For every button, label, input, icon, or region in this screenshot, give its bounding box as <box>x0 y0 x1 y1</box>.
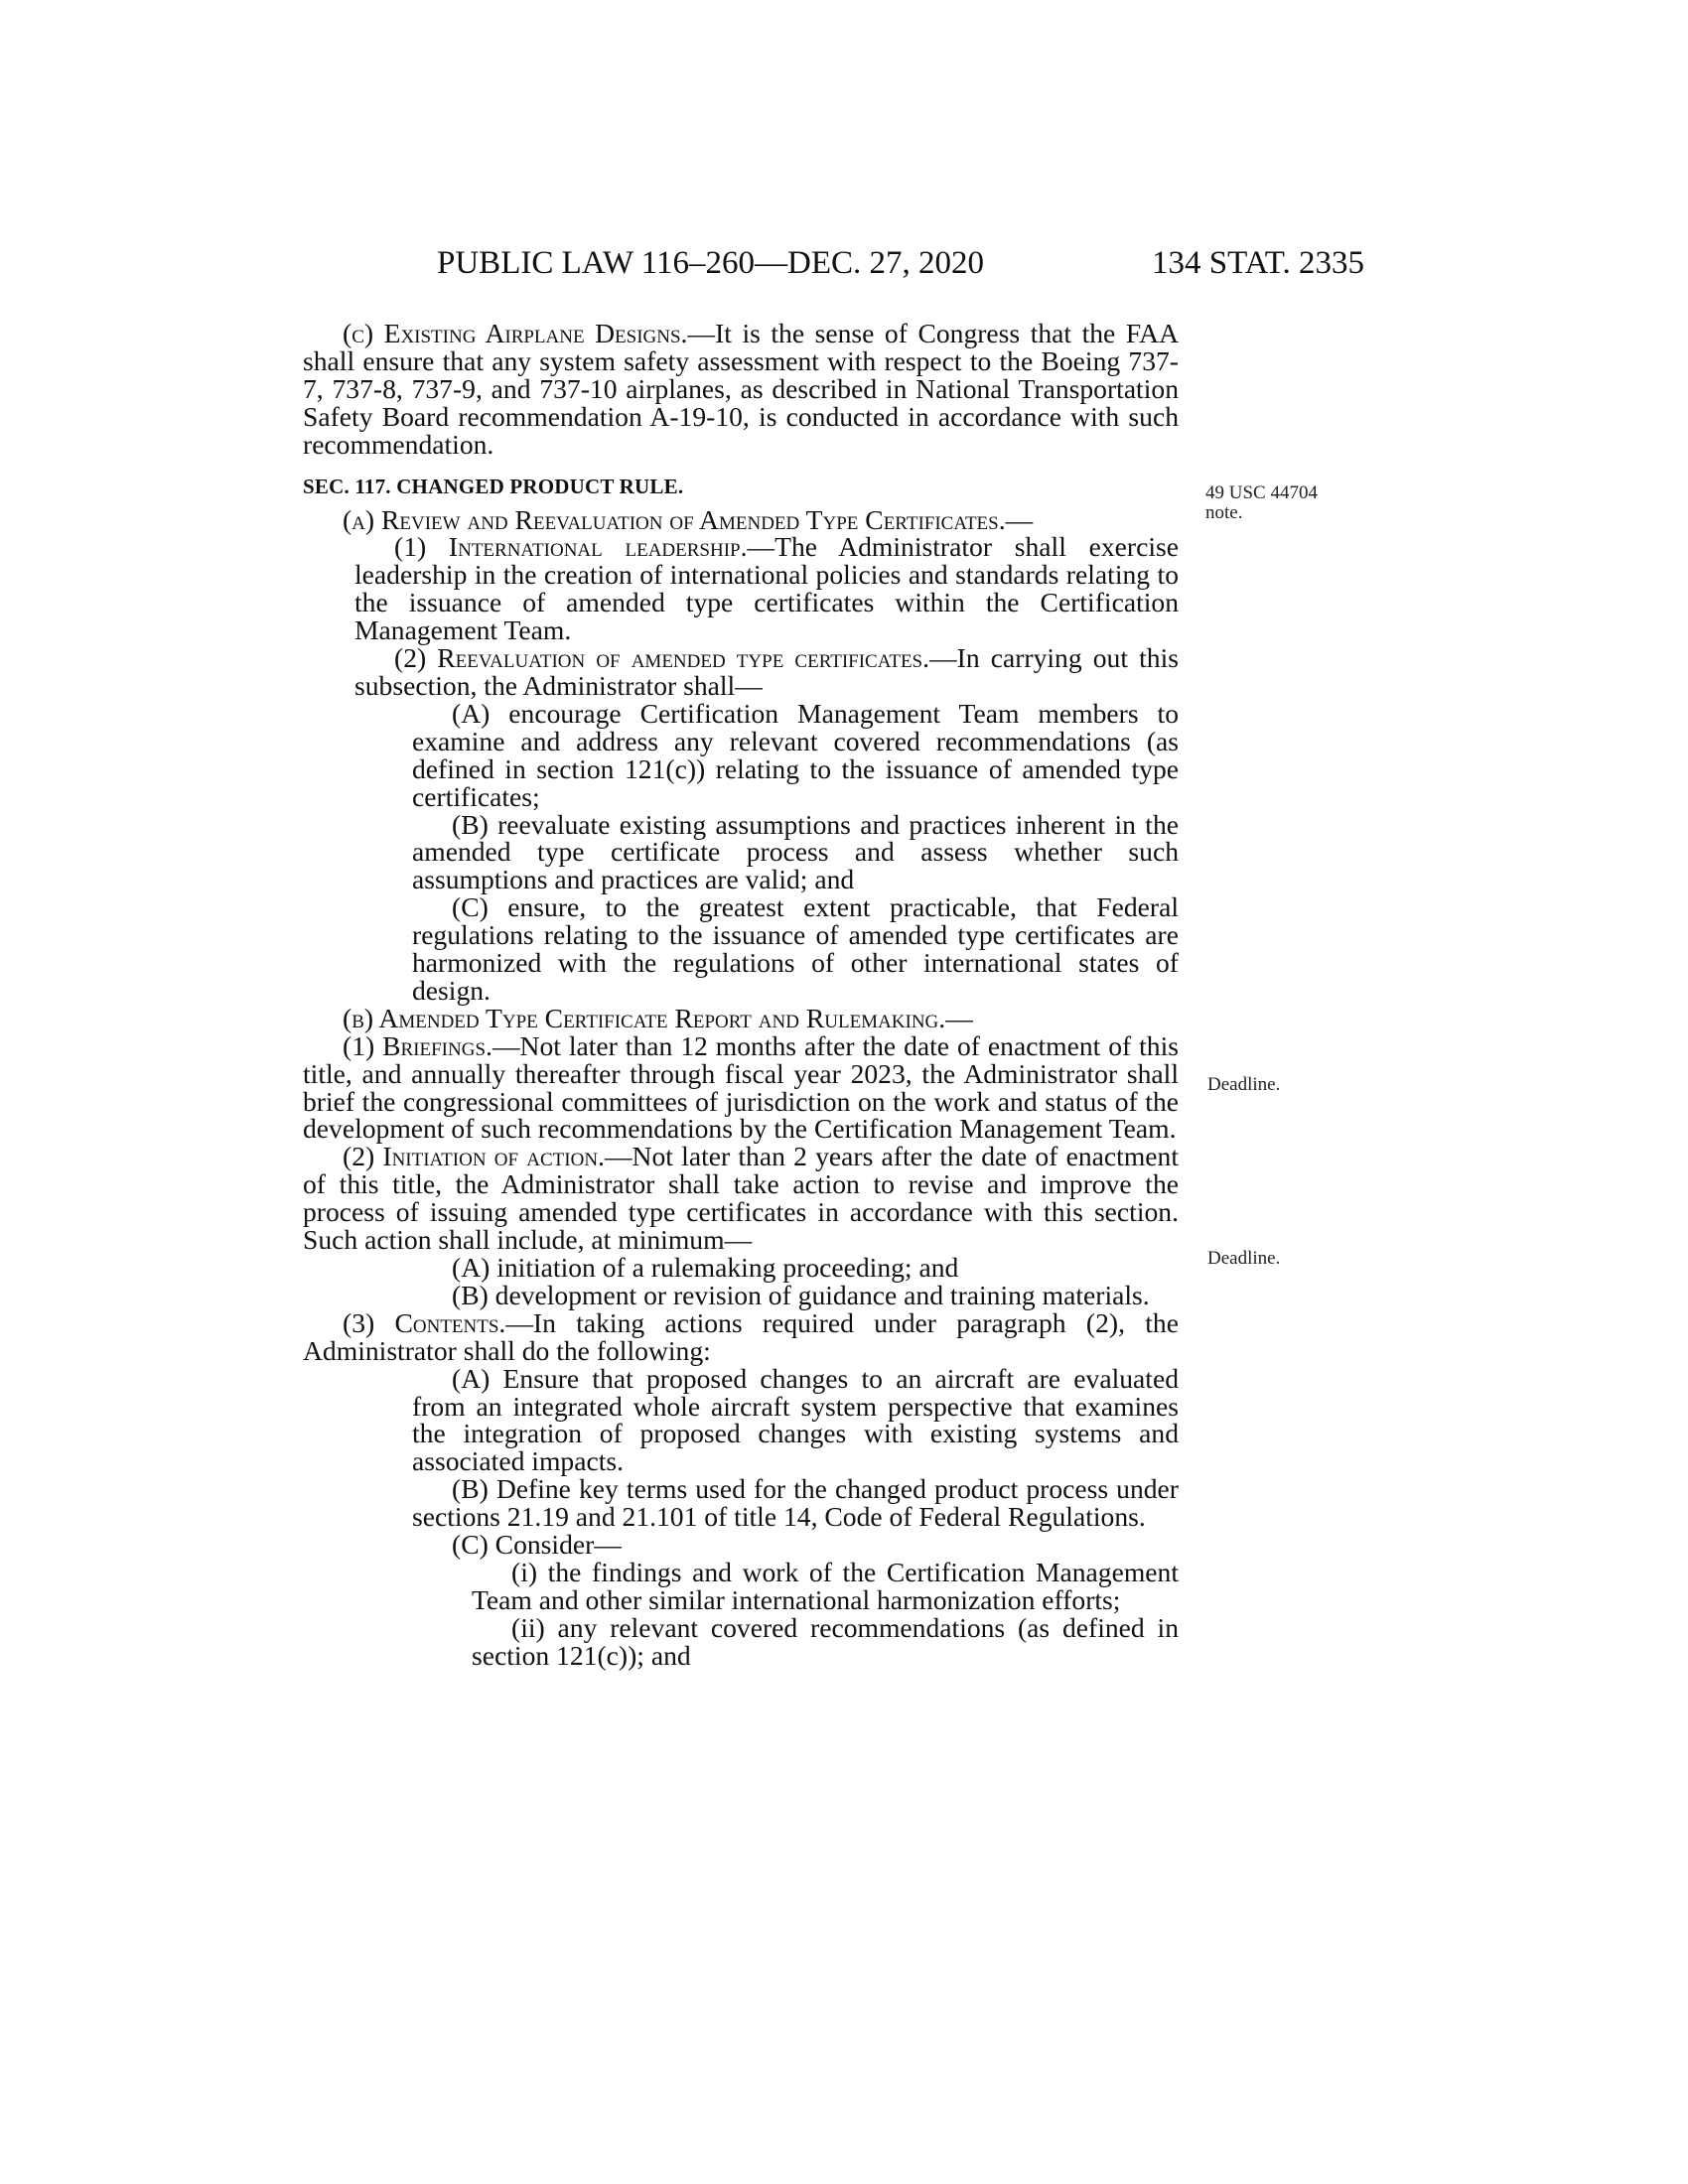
clause-b2B: (B) development or revision of guidance and training materials. <box>452 1279 1150 1310</box>
clause-a2B: (B) reevaluate existing assumptions and practices inherent in the amended type certificate process and assess whether such assumptions and practices are valid; and <box>412 808 1179 895</box>
section-heading: SEC. 117. CHANGED PRODUCT RULE. <box>303 474 684 498</box>
subsection-text: — <box>945 1002 973 1033</box>
document-body <box>303 320 1179 1670</box>
margin-note-deadline-2: Deadline. <box>1207 1248 1281 1269</box>
subsection-heading: (a) Review and Reevaluation of Amended Type Certificates. <box>343 503 1006 535</box>
paragraph-text: —In taking actions required under paragraph (2), the Administrator shall do the following: <box>303 1306 1179 1366</box>
subsection-text: — <box>1005 503 1034 535</box>
paragraph-b3 <box>303 1306 1179 1366</box>
clause-b2A: (A) initiation of a rulemaking proceeding; and <box>452 1252 959 1283</box>
paragraph-b2 <box>303 1143 1179 1254</box>
clause-b3B: (B) Define key terms used for the changed product process under sections 21.19 and 21.101 of title 14, Code of Federal Regulations. <box>412 1473 1179 1533</box>
running-header-stat-page: 134 STAT. 2335 <box>1152 245 1365 281</box>
margin-note-citation <box>1205 483 1335 523</box>
paragraph-b1 <box>303 1029 1180 1145</box>
paragraph-a2 <box>303 644 1179 700</box>
paragraph-text: —It is the sense of Congress that the FAA shall ensure that any system safety assessment with respect to the Boeing 737-7, 737-8, 737-9, and 737-10 airplanes, as described in National Transportation Safety Board recommendation A-19-10, is conducted in accordance with such recommendation. <box>303 318 1179 460</box>
subsection-a <box>303 503 1179 535</box>
clause-a2C: (C) ensure, to the greatest extent practicable, that Federal regulations relating to the issuance of amended type certificates are harmonized with the regulations of other international states of design. <box>412 891 1179 1006</box>
paragraph-heading: (1) International leadership. <box>394 531 748 563</box>
clause-b3A: (A) Ensure that proposed changes to an aircraft are evaluated from an integrated whole aircraft system perspective that examines the integration of proposed changes with existing systems and associated impacts. <box>412 1362 1179 1477</box>
paragraph-text: —The Administrator shall exercise leadership in the creation of international policies and standards relating to the issuance of amended type certificates within the Certification Management Team. <box>354 531 1179 646</box>
paragraph-heading: (c) Existing Airplane Designs. <box>343 318 688 348</box>
paragraph-a1 <box>303 533 1179 644</box>
clause-a2A: (A) encourage Certification Management Team members to examine and address any relevant covered recommendations (as defined in section 121(c)) relating to the issuance of amended type certificates; <box>412 697 1179 812</box>
subsection-b <box>303 1002 1179 1033</box>
subclause-b3Cii: (ii) any relevant covered recommendations (as defined in section 121(c)); and <box>472 1611 1179 1671</box>
subclause-b3Ci: (i) the findings and work of the Certification Management Team and other similar international harmonization efforts; <box>472 1556 1179 1615</box>
paragraph-c-existing-airplane-designs <box>303 320 1179 459</box>
paragraph-heading: (1) Briefings. <box>343 1029 492 1061</box>
paragraph-heading: (2) Reevaluation of amended type certificates. <box>394 642 930 674</box>
paragraph-text: —Not later than 12 months after the date of enactment of this title, and annually thereafter through fiscal year 2023, the Administrator shall brief the congressional committees of jurisdiction on the work and status of the development of such recommendations by the Certification Management Team. <box>303 1029 1180 1145</box>
running-header-title: PUBLIC LAW 116–260—DEC. 27, 2020 <box>437 245 985 281</box>
clause-b3C: (C) Consider— <box>452 1529 622 1561</box>
paragraph-heading: (2) Initiation of action. <box>343 1141 605 1172</box>
citation-line-2: note. <box>1205 502 1243 523</box>
paragraph-heading: (3) Contents. <box>343 1306 506 1338</box>
paragraph-text: —Not later than 2 years after the date of enactment of this title, the Administrator shall take action to revise and improve the process of issuing amended type certificates in accordance with this section. Such action shall include, at minimum— <box>303 1141 1179 1256</box>
citation-line-1: 49 USC 44704 <box>1205 482 1318 503</box>
paragraph-text: —In carrying out this subsection, the Administrator shall— <box>354 642 1179 701</box>
subsection-heading: (b) Amended Type Certificate Report and Rulemaking. <box>343 1002 946 1033</box>
margin-note-deadline-1: Deadline. <box>1207 1074 1281 1095</box>
